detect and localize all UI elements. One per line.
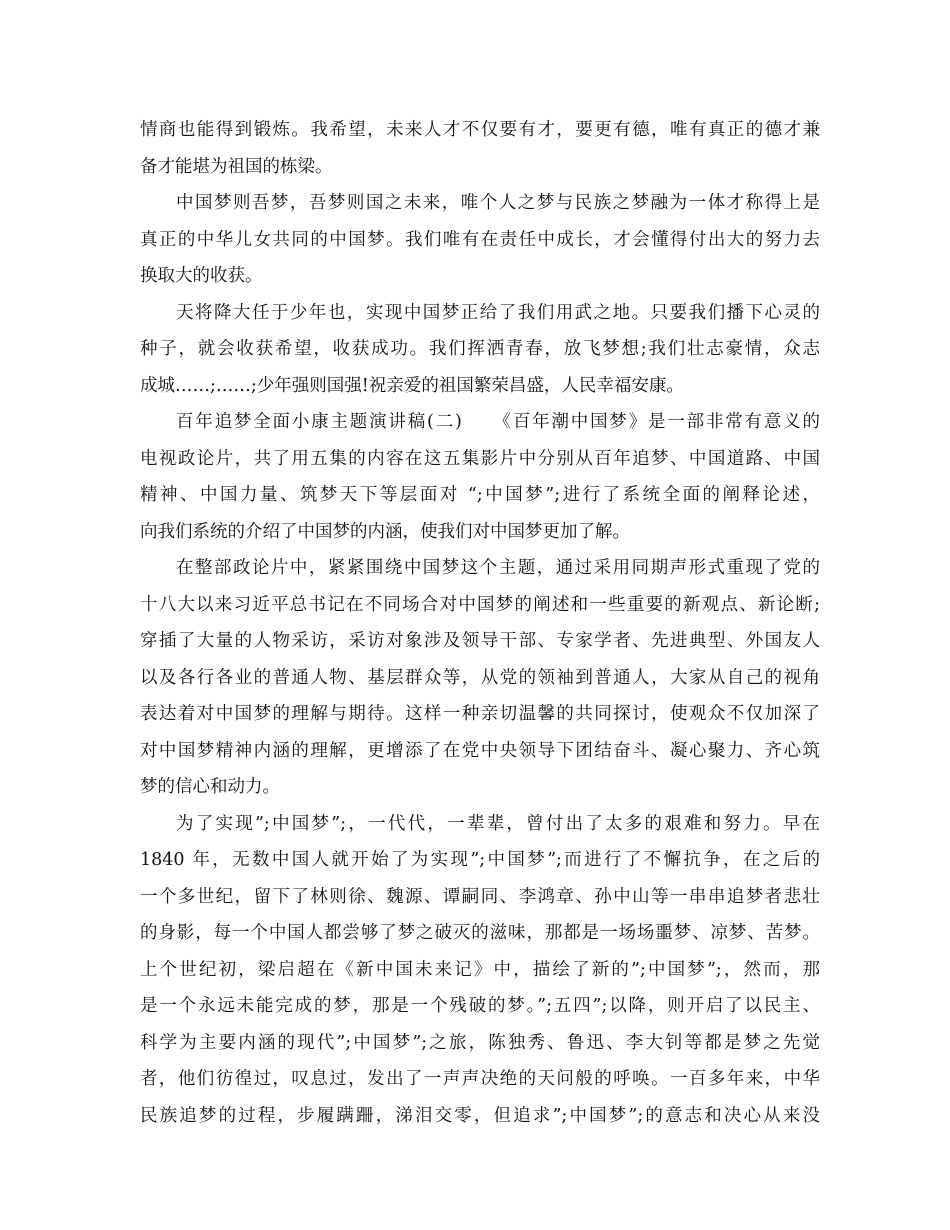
text-line: 是一个永远未能完成的梦，那是一个残破的梦。”;五四”;以降，则开启了以民主、 xyxy=(140,996,820,1016)
text-line: 备才能堪为祖国的栋梁。 xyxy=(140,156,333,177)
text-line: 对中国梦精神内涵的理解，更增添了在党中央领导下团结奋斗、凝心聚力、齐心筑 xyxy=(140,740,820,761)
text-line: 科学为主要内涵的现代”;中国梦”;之旅，陈独秀、鲁迅、李大钊等都是梦之先觉 xyxy=(140,1032,820,1053)
text-line: 成城……;……;少年强则国强!祝亲爱的祖国繁荣昌盛，人民幸福安康。 xyxy=(140,375,684,396)
document-page xyxy=(140,112,820,1134)
paragraph-first-line: 在整部政论片中，紧紧围绕中国梦这个主题，通过采用同期声形式重现了党的 xyxy=(176,558,820,578)
text-line: 一个多世纪，留下了林则徐、魏源、谭嗣同、李鸿章、孙中山等一串串追梦者悲壮 xyxy=(140,886,820,907)
text-line: 1840 年，无数中国人就开始了为实现”;中国梦”;而进行了不懈抗争，在之后的 xyxy=(140,850,820,870)
text-line: 向我们系统的介绍了中国梦的内涵，使我们对中国梦更加了解。 xyxy=(140,521,630,542)
text-line: 者，他们彷徨过，叹息过，发出了一声声决绝的天问般的呼唤。一百多年来，中华 xyxy=(140,1069,820,1089)
paragraph-first-line: 天将降大任于少年也，实现中国梦正给了我们用武之地。只要我们播下心灵的 xyxy=(176,302,820,323)
text-line: 电视政论片，共了用五集的内容在这五集影片中分别从百年追梦、中国道路、中国 xyxy=(140,448,820,469)
text-line: 穿插了大量的人物采访，采访对象涉及领导干部、专家学者、先进典型、外国友人 xyxy=(140,631,820,651)
text-line: 情商也能得到锻炼。我希望，未来人才不仅要有才，要更有德，唯有真正的德才兼 xyxy=(140,120,820,140)
text-line: 精神、中国力量、筑梦天下等层面对 “;中国梦”;进行了系统全面的阐释论述， xyxy=(140,485,820,505)
text-line: 表达着对中国梦的理解与期待。这样一种亲切温馨的共同探讨，使观众不仅加深了 xyxy=(140,704,820,724)
text-line: 的身影，每一个中国人都尝够了梦之破灭的滋味，那都是一场场噩梦、凉梦、苦梦。 xyxy=(140,923,820,943)
text-line: 以及各行各业的普通人物、基层群众等，从党的领袖到普通人，大家从自己的视角 xyxy=(140,667,820,688)
paragraph-first-line: 为了实现”;中国梦”;，一代代，一辈辈，曾付出了太多的艰难和努力。早在 xyxy=(176,813,820,834)
text-line: 种子，就会收获希望，收获成功。我们挥洒青春，放飞梦想;我们壮志豪情，众志 xyxy=(140,339,820,359)
text-line: 上个世纪初，梁启超在《新中国未来记》中，描绘了新的”;中国梦”;，然而，那 xyxy=(140,959,820,980)
text-line: 民族追梦的过程，步履蹒跚，涕泪交零，但追求”;中国梦”;的意志和决心从来没 xyxy=(140,1105,820,1126)
text-line: 梦的信心和动力。 xyxy=(140,777,280,797)
text-line: 换取大的收获。 xyxy=(140,266,263,286)
text-line: 真正的中华儿女共同的中国梦。我们唯有在责任中成长，才会懂得付出大的努力去 xyxy=(140,229,820,250)
paragraph-first-line: 百年追梦全面小康主题演讲稿(二) 《百年潮中国梦》是一部非常有意义的 xyxy=(176,412,820,432)
paragraph-first-line: 中国梦则吾梦，吾梦则国之未来，唯个人之梦与民族之梦融为一体才称得上是 xyxy=(176,193,820,213)
text-line: 十八大以来习近平总书记在不同场合对中国梦的阐述和一些重要的新观点、新论断; xyxy=(140,594,820,615)
